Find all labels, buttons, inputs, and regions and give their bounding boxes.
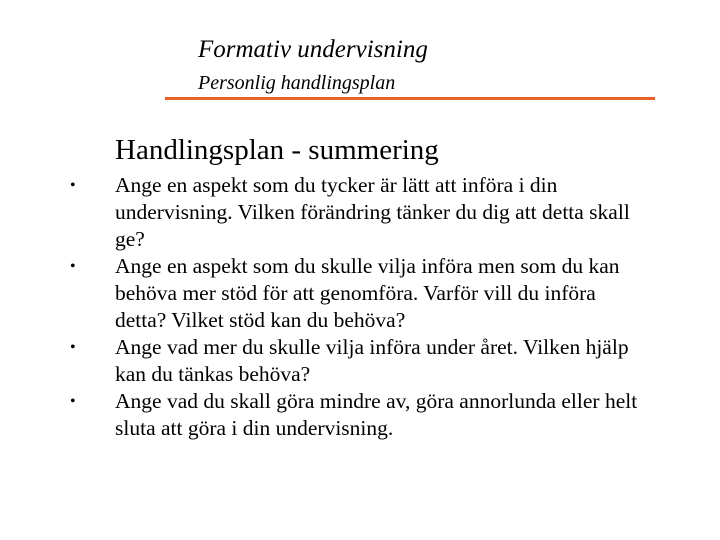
bullet-text: Ange en aspekt som du skulle vilja införa men som du kan behöva mer stöd för att genomföra. Varför vill du införa detta? Vilket stöd kan du behöva? xyxy=(115,254,620,332)
bullet-list xyxy=(70,172,650,442)
slide-heading: Handlingsplan - summering xyxy=(115,134,439,166)
header-divider xyxy=(165,97,655,100)
bullet-icon: • xyxy=(70,177,76,194)
bullet-item xyxy=(70,388,650,442)
bullet-item xyxy=(70,334,650,388)
bullet-text: Ange en aspekt som du tycker är lätt att införa i din undervisning. Vilken förändring tänker du dig att detta skall ge? xyxy=(115,173,630,251)
bullet-icon: • xyxy=(70,393,76,410)
bullet-text: Ange vad du skall göra mindre av, göra annorlunda eller helt sluta att göra i din undervisning. xyxy=(115,389,638,440)
bullet-item xyxy=(70,253,650,334)
bullet-text: Ange vad mer du skulle vilja införa under året. Vilken hjälp kan du tänkas behöva? xyxy=(115,335,629,386)
bullet-icon: • xyxy=(70,258,76,275)
header-title: Formativ undervisning xyxy=(198,36,428,63)
bullet-item xyxy=(70,172,650,253)
bullet-icon: • xyxy=(70,339,76,356)
header-subtitle: Personlig handlingsplan xyxy=(198,72,396,94)
